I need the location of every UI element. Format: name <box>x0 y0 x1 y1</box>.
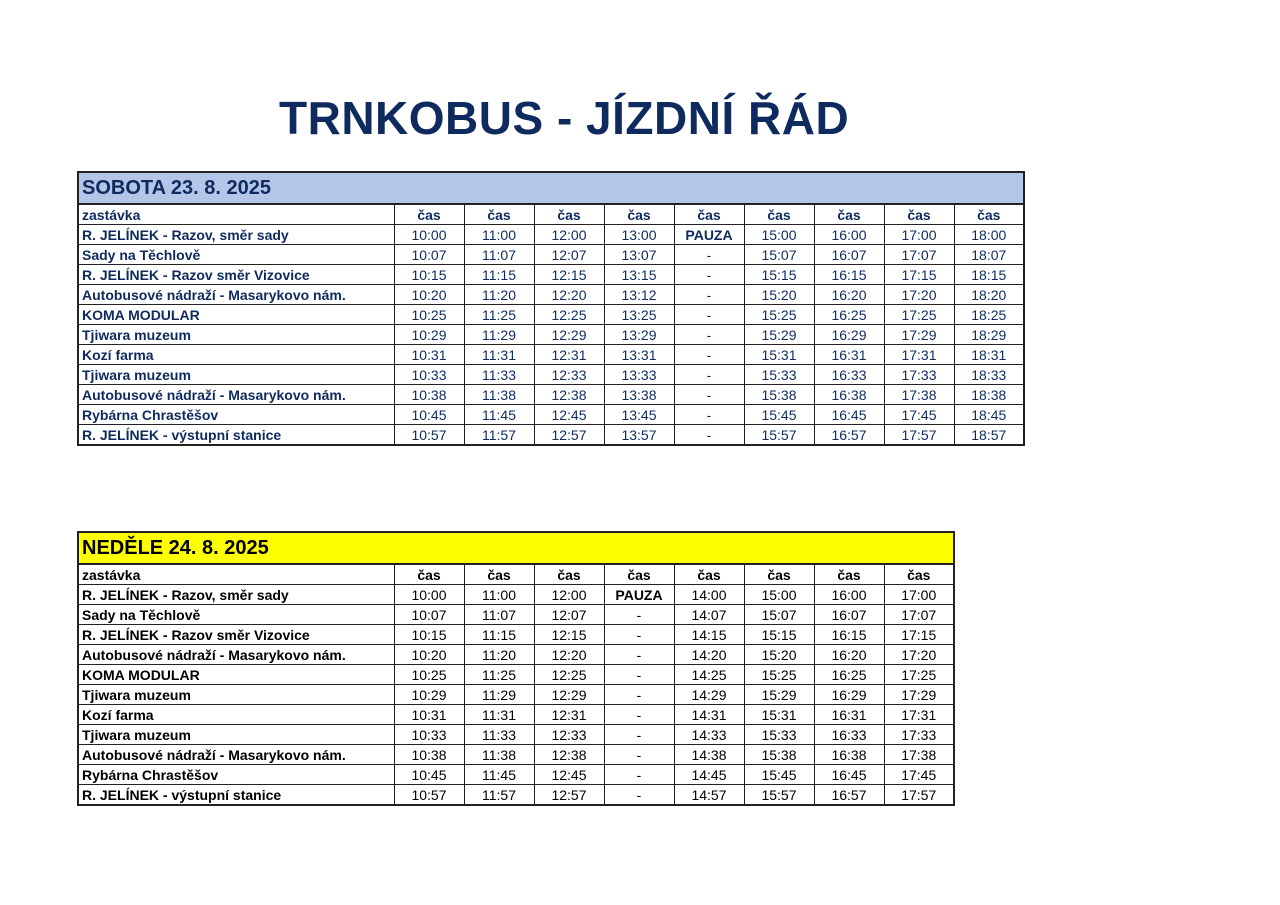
departure-time: 16:15 <box>814 265 884 285</box>
departure-time: 15:31 <box>744 705 814 725</box>
departure-time: 17:45 <box>884 405 954 425</box>
departure-time: 14:15 <box>674 625 744 645</box>
departure-time: 12:31 <box>534 345 604 365</box>
stop-name: Autobusové nádraží - Masarykovo nám. <box>78 285 394 305</box>
departure-time: 18:00 <box>954 225 1024 245</box>
departure-time: - <box>604 765 674 785</box>
departure-time: 17:07 <box>884 605 954 625</box>
departure-time: 12:31 <box>534 705 604 725</box>
departure-time: 16:20 <box>814 645 884 665</box>
page-title: TRNKOBUS - JÍZDNÍ ŘÁD <box>279 92 850 144</box>
table-row <box>78 305 1024 325</box>
departure-time: - <box>674 265 744 285</box>
departure-time: - <box>674 305 744 325</box>
departure-time: 11:25 <box>464 305 534 325</box>
departure-time: 17:29 <box>884 685 954 705</box>
column-header-row <box>78 204 1024 225</box>
departure-time: 16:31 <box>814 705 884 725</box>
departure-time: 15:07 <box>744 245 814 265</box>
time-column-header: čas <box>814 204 884 225</box>
departure-time: 11:57 <box>464 425 534 446</box>
table-row <box>78 225 1024 245</box>
table-row <box>78 405 1024 425</box>
departure-time: 16:57 <box>814 425 884 446</box>
time-column-header: čas <box>954 204 1024 225</box>
day-header-row <box>78 532 954 564</box>
departure-time: 11:00 <box>464 585 534 605</box>
departure-time: 11:33 <box>464 365 534 385</box>
departure-time: 12:00 <box>534 585 604 605</box>
departure-time: 12:29 <box>534 325 604 345</box>
departure-time: 12:38 <box>534 385 604 405</box>
departure-time: 11:20 <box>464 645 534 665</box>
departure-time: 13:12 <box>604 285 674 305</box>
departure-time: 17:15 <box>884 625 954 645</box>
departure-time: 10:25 <box>394 665 464 685</box>
departure-time: 15:29 <box>744 685 814 705</box>
departure-time: 11:29 <box>464 685 534 705</box>
stop-name: R. JELÍNEK - Razov, směr sady <box>78 585 394 605</box>
departure-time: 17:57 <box>884 785 954 806</box>
departure-time: 15:00 <box>744 585 814 605</box>
departure-time: 11:07 <box>464 605 534 625</box>
departure-time: 12:33 <box>534 365 604 385</box>
departure-time: 10:15 <box>394 625 464 645</box>
departure-time: 10:31 <box>394 705 464 725</box>
departure-time: 15:07 <box>744 605 814 625</box>
time-column-header: čas <box>744 204 814 225</box>
departure-time: 17:45 <box>884 765 954 785</box>
stop-name: KOMA MODULAR <box>78 665 394 685</box>
departure-time: 12:20 <box>534 285 604 305</box>
stop-name: KOMA MODULAR <box>78 305 394 325</box>
departure-time: 11:25 <box>464 665 534 685</box>
departure-time: 17:38 <box>884 745 954 765</box>
departure-time: 10:57 <box>394 785 464 806</box>
departure-time: 17:00 <box>884 225 954 245</box>
departure-time: - <box>604 785 674 806</box>
departure-time: 17:00 <box>884 585 954 605</box>
departure-time: 10:33 <box>394 725 464 745</box>
day-header-row <box>78 172 1024 204</box>
departure-time: 10:00 <box>394 225 464 245</box>
day-title: NEDĚLE 24. 8. 2025 <box>78 532 954 564</box>
stop-name: Tjiwara muzeum <box>78 725 394 745</box>
time-column-header: čas <box>534 564 604 585</box>
time-column-header: čas <box>464 204 534 225</box>
table-row <box>78 685 954 705</box>
time-column-header: čas <box>674 204 744 225</box>
departure-time: 16:07 <box>814 245 884 265</box>
departure-time: 15:31 <box>744 345 814 365</box>
departure-time: 10:07 <box>394 245 464 265</box>
departure-time: 15:33 <box>744 725 814 745</box>
departure-time: - <box>604 705 674 725</box>
table-row <box>78 345 1024 365</box>
departure-time: 18:45 <box>954 405 1024 425</box>
departure-time: 12:25 <box>534 305 604 325</box>
departure-time: 17:57 <box>884 425 954 446</box>
departure-time: 17:29 <box>884 325 954 345</box>
departure-time: 12:25 <box>534 665 604 685</box>
time-column-header: čas <box>394 564 464 585</box>
departure-time: 13:45 <box>604 405 674 425</box>
departure-time: 10:38 <box>394 745 464 765</box>
departure-time: 16:38 <box>814 745 884 765</box>
table-row <box>78 705 954 725</box>
sunday-timetable <box>77 531 955 806</box>
departure-time: 16:15 <box>814 625 884 645</box>
departure-time: 11:45 <box>464 405 534 425</box>
departure-time: 11:20 <box>464 285 534 305</box>
time-column-header: čas <box>884 564 954 585</box>
departure-time: 12:45 <box>534 405 604 425</box>
departure-time: 15:00 <box>744 225 814 245</box>
departure-time: 18:57 <box>954 425 1024 446</box>
departure-time: 12:57 <box>534 425 604 446</box>
table-row <box>78 745 954 765</box>
table-row <box>78 325 1024 345</box>
departure-time: - <box>674 285 744 305</box>
departure-time: 10:20 <box>394 645 464 665</box>
departure-time: 15:45 <box>744 765 814 785</box>
departure-time: 10:07 <box>394 605 464 625</box>
stop-name: R. JELÍNEK - výstupní stanice <box>78 785 394 806</box>
departure-time: 14:57 <box>674 785 744 806</box>
table-row <box>78 585 954 605</box>
departure-time: 11:31 <box>464 345 534 365</box>
departure-time: 13:00 <box>604 225 674 245</box>
departure-time: 11:15 <box>464 625 534 645</box>
departure-time: 15:45 <box>744 405 814 425</box>
departure-time: PAUZA <box>604 585 674 605</box>
departure-time: 10:38 <box>394 385 464 405</box>
table-row <box>78 245 1024 265</box>
departure-time: 18:25 <box>954 305 1024 325</box>
departure-time: 11:45 <box>464 765 534 785</box>
departure-time: 17:07 <box>884 245 954 265</box>
departure-time: 16:25 <box>814 305 884 325</box>
time-column-header: čas <box>464 564 534 585</box>
departure-time: 18:38 <box>954 385 1024 405</box>
departure-time: 14:45 <box>674 765 744 785</box>
time-column-header: čas <box>814 564 884 585</box>
departure-time: 17:20 <box>884 285 954 305</box>
departure-time: 11:33 <box>464 725 534 745</box>
departure-time: 13:33 <box>604 365 674 385</box>
departure-time: 18:33 <box>954 365 1024 385</box>
departure-time: 12:57 <box>534 785 604 806</box>
departure-time: - <box>604 605 674 625</box>
departure-time: 14:25 <box>674 665 744 685</box>
stop-column-header: zastávka <box>78 564 394 585</box>
departure-time: 16:45 <box>814 405 884 425</box>
table-row <box>78 725 954 745</box>
departure-time: 14:33 <box>674 725 744 745</box>
departure-time: 11:31 <box>464 705 534 725</box>
departure-time: 12:15 <box>534 265 604 285</box>
time-column-header: čas <box>394 204 464 225</box>
departure-time: 12:38 <box>534 745 604 765</box>
departure-time: 12:33 <box>534 725 604 745</box>
departure-time: 11:57 <box>464 785 534 806</box>
departure-time: 11:38 <box>464 745 534 765</box>
departure-time: 10:29 <box>394 325 464 345</box>
departure-time: - <box>604 645 674 665</box>
departure-time: 16:29 <box>814 685 884 705</box>
departure-time: 16:29 <box>814 325 884 345</box>
departure-time: 15:25 <box>744 665 814 685</box>
departure-time: 10:20 <box>394 285 464 305</box>
stop-name: Rybárna Chrastěšov <box>78 765 394 785</box>
departure-time: 16:57 <box>814 785 884 806</box>
departure-time: - <box>674 385 744 405</box>
departure-time: 12:15 <box>534 625 604 645</box>
stop-name: Autobusové nádraží - Masarykovo nám. <box>78 385 394 405</box>
departure-time: - <box>674 365 744 385</box>
departure-time: 17:33 <box>884 725 954 745</box>
departure-time: 11:00 <box>464 225 534 245</box>
stop-name: R. JELÍNEK - Razov směr Vizovice <box>78 265 394 285</box>
time-column-header: čas <box>604 564 674 585</box>
departure-time: 12:20 <box>534 645 604 665</box>
departure-time: 14:31 <box>674 705 744 725</box>
departure-time: 13:38 <box>604 385 674 405</box>
departure-time: - <box>674 425 744 446</box>
departure-time: 15:15 <box>744 625 814 645</box>
table-row <box>78 365 1024 385</box>
day-title: SOBOTA 23. 8. 2025 <box>78 172 1024 204</box>
departure-time: 13:15 <box>604 265 674 285</box>
departure-time: 13:07 <box>604 245 674 265</box>
departure-time: 11:29 <box>464 325 534 345</box>
stop-name: Tjiwara muzeum <box>78 325 394 345</box>
departure-time: PAUZA <box>674 225 744 245</box>
departure-time: 15:38 <box>744 745 814 765</box>
departure-time: 12:29 <box>534 685 604 705</box>
stop-name: Autobusové nádraží - Masarykovo nám. <box>78 645 394 665</box>
table-row <box>78 265 1024 285</box>
table-row <box>78 425 1024 446</box>
departure-time: 13:29 <box>604 325 674 345</box>
time-column-header: čas <box>534 204 604 225</box>
saturday-timetable <box>77 171 1025 446</box>
departure-time: 16:31 <box>814 345 884 365</box>
departure-time: 11:07 <box>464 245 534 265</box>
departure-time: 13:57 <box>604 425 674 446</box>
departure-time: 17:33 <box>884 365 954 385</box>
departure-time: 15:38 <box>744 385 814 405</box>
departure-time: - <box>604 665 674 685</box>
departure-time: 16:33 <box>814 365 884 385</box>
departure-time: 15:25 <box>744 305 814 325</box>
departure-time: 16:38 <box>814 385 884 405</box>
stop-name: Tjiwara muzeum <box>78 365 394 385</box>
departure-time: 14:29 <box>674 685 744 705</box>
departure-time: 10:57 <box>394 425 464 446</box>
departure-time: 15:57 <box>744 425 814 446</box>
stop-name: R. JELÍNEK - Razov, směr sady <box>78 225 394 245</box>
departure-time: 15:15 <box>744 265 814 285</box>
departure-time: 17:20 <box>884 645 954 665</box>
stop-name: Sady na Těchlově <box>78 245 394 265</box>
stop-name: Kozí farma <box>78 345 394 365</box>
departure-time: 12:07 <box>534 605 604 625</box>
table-row <box>78 385 1024 405</box>
time-column-header: čas <box>674 564 744 585</box>
table-row <box>78 665 954 685</box>
time-column-header: čas <box>604 204 674 225</box>
departure-time: - <box>674 325 744 345</box>
table-row <box>78 645 954 665</box>
table-row <box>78 765 954 785</box>
departure-time: 16:33 <box>814 725 884 745</box>
departure-time: - <box>674 245 744 265</box>
table-row <box>78 605 954 625</box>
departure-time: 12:07 <box>534 245 604 265</box>
departure-time: - <box>604 725 674 745</box>
stop-name: Tjiwara muzeum <box>78 685 394 705</box>
stop-name: Sady na Těchlově <box>78 605 394 625</box>
departure-time: 13:31 <box>604 345 674 365</box>
departure-time: 17:15 <box>884 265 954 285</box>
departure-time: 15:57 <box>744 785 814 806</box>
departure-time: - <box>674 345 744 365</box>
departure-time: 18:07 <box>954 245 1024 265</box>
departure-time: 16:00 <box>814 585 884 605</box>
departure-time: 10:25 <box>394 305 464 325</box>
departure-time: - <box>604 625 674 645</box>
departure-time: 11:15 <box>464 265 534 285</box>
departure-time: 11:38 <box>464 385 534 405</box>
departure-time: 10:29 <box>394 685 464 705</box>
departure-time: 14:07 <box>674 605 744 625</box>
stop-name: R. JELÍNEK - Razov směr Vizovice <box>78 625 394 645</box>
departure-time: 16:45 <box>814 765 884 785</box>
stop-name: Autobusové nádraží - Masarykovo nám. <box>78 745 394 765</box>
departure-time: 17:25 <box>884 305 954 325</box>
departure-time: - <box>604 685 674 705</box>
departure-time: 14:00 <box>674 585 744 605</box>
stop-column-header: zastávka <box>78 204 394 225</box>
departure-time: 14:20 <box>674 645 744 665</box>
departure-time: 15:20 <box>744 645 814 665</box>
departure-time: 15:20 <box>744 285 814 305</box>
departure-time: 10:45 <box>394 765 464 785</box>
table-row <box>78 625 954 645</box>
departure-time: 17:31 <box>884 705 954 725</box>
stop-name: R. JELÍNEK - výstupní stanice <box>78 425 394 446</box>
table-row <box>78 785 954 806</box>
departure-time: 17:25 <box>884 665 954 685</box>
departure-time: 17:31 <box>884 345 954 365</box>
departure-time: 18:29 <box>954 325 1024 345</box>
departure-time: 12:00 <box>534 225 604 245</box>
departure-time: 13:25 <box>604 305 674 325</box>
departure-time: - <box>604 745 674 765</box>
departure-time: - <box>674 405 744 425</box>
departure-time: 12:45 <box>534 765 604 785</box>
departure-time: 15:29 <box>744 325 814 345</box>
departure-time: 16:07 <box>814 605 884 625</box>
departure-time: 14:38 <box>674 745 744 765</box>
column-header-row <box>78 564 954 585</box>
departure-time: 16:00 <box>814 225 884 245</box>
table-row <box>78 285 1024 305</box>
departure-time: 10:33 <box>394 365 464 385</box>
departure-time: 18:15 <box>954 265 1024 285</box>
time-column-header: čas <box>884 204 954 225</box>
departure-time: 17:38 <box>884 385 954 405</box>
departure-time: 10:00 <box>394 585 464 605</box>
departure-time: 10:31 <box>394 345 464 365</box>
departure-time: 16:20 <box>814 285 884 305</box>
departure-time: 10:15 <box>394 265 464 285</box>
stop-name: Kozí farma <box>78 705 394 725</box>
stop-name: Rybárna Chrastěšov <box>78 405 394 425</box>
departure-time: 15:33 <box>744 365 814 385</box>
departure-time: 18:31 <box>954 345 1024 365</box>
departure-time: 16:25 <box>814 665 884 685</box>
departure-time: 10:45 <box>394 405 464 425</box>
time-column-header: čas <box>744 564 814 585</box>
departure-time: 18:20 <box>954 285 1024 305</box>
